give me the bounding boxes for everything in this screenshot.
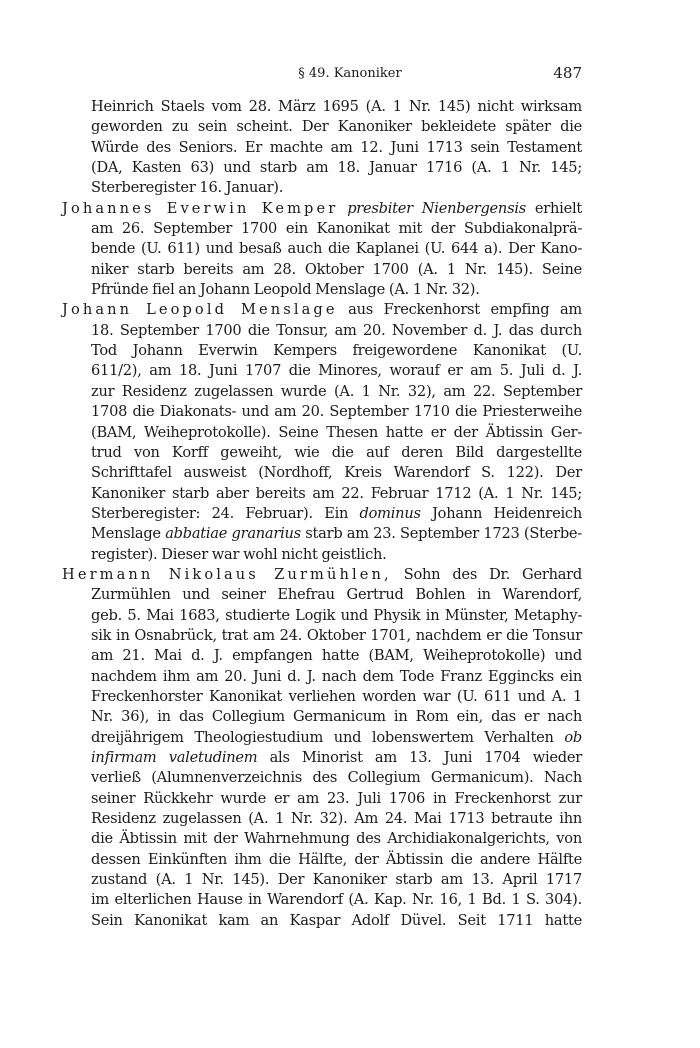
entry	[62, 97, 582, 199]
text-segment: zur Residenz zugelassen wurde (A. 1 Nr. 32), am 22. September	[91, 382, 582, 400]
text-segment: Zurmühlen und seiner Ehefrau Gertrud Bohlen in Warendorf,	[91, 586, 582, 604]
body-text	[62, 97, 582, 931]
text-segment: 1708 die Diakonats- und am 20. September 1710 die Priesterweihe	[91, 403, 582, 421]
text-segment: (BAM, Weiheprotokolle). Seine Thesen hatte er der Äbtissin Ger-	[91, 423, 582, 441]
text-line	[62, 850, 582, 870]
text-line	[62, 178, 582, 198]
running-head	[0, 64, 700, 86]
text-line	[62, 870, 582, 890]
entry	[62, 199, 582, 301]
text-segment: im elterlichen Hause in Warendorf (A. Kap. Nr. 16, 1 Bd. 1 S. 304).	[91, 891, 582, 909]
text-line	[62, 524, 582, 544]
text-line	[62, 260, 582, 280]
text-segment: 18. September 1700 die Tonsur, am 20. November d. J. das durch	[91, 321, 582, 339]
italic-text: infirmam valetudinem	[91, 749, 258, 766]
text-line	[62, 646, 582, 666]
text-line	[62, 158, 582, 178]
text-line	[62, 361, 582, 381]
text-line	[62, 809, 582, 829]
text-segment: Menslage	[91, 525, 166, 543]
text-line	[62, 890, 582, 910]
text-segment: Sein Kanonikat kam an Kaspar Adolf Düvel. Seit 1711 hatte	[91, 911, 582, 929]
person-name: Hermann Nikolaus Zurmühlen,	[62, 565, 392, 583]
text-segment: sik in Osnabrück, trat am 24. Oktober 1701, nachdem er die Tonsur	[91, 626, 582, 644]
text-segment: nachdem ihm am 20. Juni d. J. nach dem Tode Franz Eggincks ein	[91, 667, 582, 685]
text-line	[62, 585, 582, 605]
running-title: § 49. Kanoniker	[298, 66, 402, 81]
text-segment: erhielt	[525, 199, 582, 217]
text-line	[62, 687, 582, 707]
text-segment: niker starb bereits am 28. Oktober 1700 (A. 1 Nr. 145). Seine	[91, 260, 582, 278]
text-segment: aus Freckenhorst empfing am	[337, 301, 582, 319]
text-line	[62, 402, 582, 422]
text-segment: Nr. 36), in das Collegium Germanicum in Rom ein, das er nach	[91, 708, 582, 726]
italic-text: dominus	[359, 504, 421, 522]
text-line	[62, 728, 582, 748]
italic-text: presbiter Nienbergensis	[347, 199, 526, 217]
text-line	[62, 484, 582, 504]
entry	[62, 300, 582, 564]
text-line	[62, 300, 582, 320]
text-segment: verließ (Alumnenverzeichnis des Collegium Germanicum). Nach	[91, 769, 582, 787]
text-line	[62, 97, 582, 117]
text-segment: zustand (A. 1 Nr. 145). Der Kanoniker starb am 13. April 1717	[91, 871, 582, 889]
italic-text: ob	[564, 728, 582, 746]
text-segment: 611/2), am 18. Juni 1707 die Minores, worauf er am 5. Juli d. J.	[91, 362, 582, 380]
text-segment: dessen Einkünften ihm die Hälfte, der Äbtissin die andere Hälfte	[91, 850, 582, 868]
text-segment: Heinrich Staels vom 28. März 1695 (A. 1 Nr. 145) nicht wirksam	[91, 98, 582, 115]
text-line	[62, 707, 582, 727]
text-segment: bende (U. 611) und besaß auch die Kaplanei (U. 644 a). Der Kano-	[91, 240, 582, 258]
text-segment: Johann Heidenreich	[420, 504, 582, 522]
text-line	[62, 545, 582, 565]
text-line	[62, 443, 582, 463]
text-segment: Sterberegister: 24. Februar). Ein	[91, 504, 360, 522]
italic-text: abbatiae granarius	[165, 525, 301, 543]
text-segment: Tod Johann Everwin Kempers freigewordene Kanonikat (U.	[91, 342, 582, 360]
text-line	[62, 199, 582, 219]
text-line	[62, 219, 582, 239]
text-line	[62, 382, 582, 402]
text-segment: geworden zu sein scheint. Der Kanoniker bekleidete später die	[91, 118, 582, 136]
text-line	[62, 667, 582, 687]
page-number: 487	[553, 64, 582, 82]
text-segment: starb am 23. September 1723 (Sterbe-	[300, 525, 582, 543]
text-segment: als Minorist am 13. Juni 1704 wieder	[257, 749, 582, 766]
text-line	[62, 341, 582, 361]
text-line	[62, 321, 582, 341]
text-segment: Würde des Seniors. Er machte am 12. Juni 1713 sein Testament	[91, 138, 582, 156]
text-line	[62, 239, 582, 259]
text-line	[62, 606, 582, 626]
text-segment: Kanoniker starb aber bereits am 22. Februar 1712 (A. 1 Nr. 145;	[91, 484, 582, 502]
text-segment: am 21. Mai d. J. empfangen hatte (BAM, Weiheprotokolle) und	[91, 647, 582, 665]
text-line	[62, 463, 582, 483]
text-line	[62, 789, 582, 809]
text-segment: Sterberegister 16. Januar).	[91, 179, 284, 197]
text-line	[62, 117, 582, 137]
text-segment: register). Dieser war wohl nicht geistlich.	[91, 545, 387, 563]
text-segment: am 26. September 1700 ein Kanonikat mit der Subdiakonalprä-	[91, 220, 582, 238]
text-segment: Sohn des Dr. Gerhard	[391, 565, 582, 583]
text-segment: Residenz zugelassen (A. 1 Nr. 32). Am 24. Mai 1713 betraute ihn	[91, 810, 582, 828]
text-segment: seiner Rückkehr wurde er am 23. Juli 1706 in Freckenhorst zur	[91, 789, 582, 807]
text-line	[62, 423, 582, 443]
text-segment	[338, 200, 347, 217]
text-line	[62, 911, 582, 931]
entry	[62, 565, 582, 931]
text-line	[62, 748, 582, 768]
text-line	[62, 626, 582, 646]
text-line	[62, 829, 582, 849]
text-segment: geb. 5. Mai 1683, studierte Logik und Physik in Münster, Metaphy-	[91, 606, 582, 624]
text-segment: dreijährigem Theologiestudium und lobenswertem Verhalten	[91, 728, 565, 746]
text-segment: die Äbtissin mit der Wahrnehmung des Archidiakonalgerichts, von	[91, 830, 582, 848]
text-segment: trud von Korff geweiht, wie die auf deren Bild dargestellte	[91, 443, 582, 461]
person-name: Johannes Everwin Kemper	[62, 199, 339, 217]
text-line	[62, 280, 582, 300]
person-name: Johann Leopold Menslage	[62, 301, 338, 319]
text-line	[62, 504, 582, 524]
text-line	[62, 565, 582, 585]
text-line	[62, 138, 582, 158]
text-segment: Pfründe fiel an Johann Leopold Menslage (A. 1 Nr. 32).	[91, 281, 480, 299]
text-segment: Freckenhorster Kanonikat verliehen worden war (U. 611 und A. 1	[91, 687, 582, 705]
text-line	[62, 768, 582, 788]
text-segment: (DA, Kasten 63) und starb am 18. Januar 1716 (A. 1 Nr. 145;	[91, 159, 582, 177]
text-segment: Schrifttafel ausweist (Nordhoff, Kreis Warendorf S. 122). Der	[91, 464, 582, 482]
